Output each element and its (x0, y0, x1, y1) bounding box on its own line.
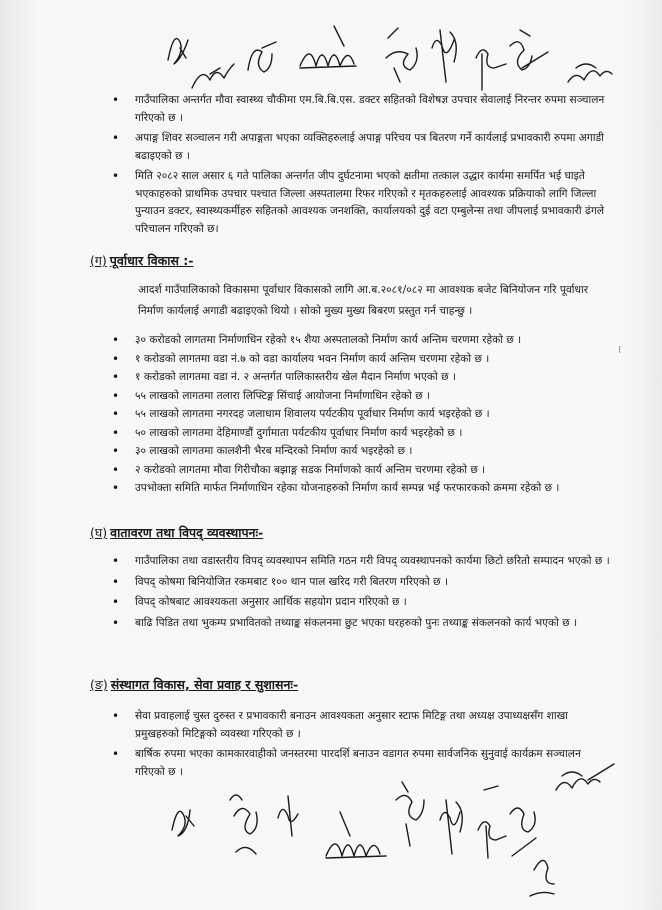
section-heading-disaster (90, 524, 263, 542)
health-bullets (110, 92, 610, 241)
section-heading-infrastructure (90, 252, 194, 270)
list-item: • १ करोडको लागतमा वडा नं.७ को वडा कार्यालय भवन निर्माण कार्य अन्तिम चरणमा रहेको छ । (110, 351, 610, 369)
signatures-top (150, 8, 630, 98)
list-item: • सेवा प्रवाहलाई चुस्त दुरुस्त र प्रभावकारी बनाउन आवश्यकता अनुसार स्टाफ मिटिङ्ग तथा अध्यक्ष उपाध्यक्षसँग शाखा प्रमुखहरुको मिटिङ्गको व्यवस्था गरिएको छ । (110, 708, 610, 743)
list-item: • बार्षिक रुपमा भएका कामकारवाहीको जनस्तरमा पारदर्शि बनाउन वडागत रुपमा सार्वजनिक सुनुवाई कार्यक्रम सञ्चालन गरिएको छ । (110, 746, 610, 781)
list-item: • विपद् कोषमा बिनियोजित रकमबाट १०० थान पाल खरिद गरी बितरण गरिएको छ । (110, 574, 610, 592)
section-letter: (ङ) (90, 677, 108, 692)
section-letter: (घ) (90, 525, 108, 540)
section-title: वातावरण तथा विपद् व्यवस्थापनः- (110, 525, 264, 540)
infrastructure-bullets (110, 332, 610, 499)
list-item: • ५५ लाखको लागतमा नगरदह जलाधाम शिवालय पर्यटकीय पूर्वाधार निर्माण कार्य भइरहेको छ । (110, 406, 610, 424)
list-item: • अपाङ्ग शिवर सञ्चालन गरी अपाङ्गता भएका व्यक्तिहरुलाई अपाङ्ग परिचय पत्र बितरण गर्ने कार्यलाई प्रभावकारी रुपमा अगाडी बढाइएको छ । (110, 130, 610, 165)
infrastructure-intro: आदर्श गाउँपालिकाको विकासमा पूर्वाधार विकासको लागि आ.ब.२०८१/०८२ मा आवश्यक बजेट बिनियोजन गरि पूर्वाधार निर्माण कार्यलाई अगाडी बढाइएको थियो । सोको मुख्य मुख्य बिबरण प्रस्तुत गर्न चाहन्छु । (138, 284, 589, 317)
section-letter: (ग) (90, 253, 107, 268)
margin-mark: ⁝ (618, 345, 622, 356)
list-item: • उपभोक्ता समिति मार्फत निर्माणाधिन रहेका योजनाहरुको निर्माण कार्य सम्पन्न भई फरफारकको क्रममा रहेको छ । (110, 480, 610, 498)
list-item: • विपद् कोषबाट आवश्यकता अनुसार आर्थिक सहयोग प्रदान गरिएको छ । (110, 594, 610, 612)
section-heading-governance (90, 676, 298, 694)
list-item: • गाउँपालिका तथा वडास्तरीय विपद् व्यवस्थापन समिति गठन गरी विपद् व्यवस्थापनको कार्यमा छिटो छरितो सम्पादन भएको छ । (110, 553, 610, 571)
list-item: • २ करोडको लागतमा मौवा गिरीचौका बझाङ्ग सडक निर्माणको कार्य अन्तिम चरणमा रहेको छ । (110, 462, 610, 480)
list-item: • मिति २०८२ साल असार ६ गते पालिका अन्तर्गत जीप दुर्घटनामा भएको क्षतीमा तत्काल उद्धार कार्यमा समर्पित भई घाइते भएकाहरुको प्राथमिक उपचार पश्चात जिल्ला अस्पतालमा रिफर गरिएको र मृतकहरुलाई आवश्यक प्रक्रियाको लागि जिल्ला पुन्याउन डक्टर, स्वास्थ्यकर्मीहरु सहितको आवश्यक जनशक्ति, कार्यालयको दुई वटा एम्बुलेन्स तथा जीपलाई प्रभावकारी ढंगले परिचालन गरिएको छ। (110, 168, 610, 238)
list-item: • ५० लाखको लागतमा देहिमाण्डौं दुर्गामाता पर्यटकीय पूर्वाधार निर्माण कार्य भइरहेको छ । (110, 425, 610, 443)
list-item: • १ करोडको लागतमा वडा नं. २ अन्तर्गत पालिकास्तरीय खेल मैदान निर्माण भएको छ । (110, 369, 610, 387)
list-item: • ३० करोडको लागतमा निर्माणाधिन रहेको १५ शैया अस्पतालको निर्माण कार्य अन्तिम चरणमा रहेको छ । (110, 332, 610, 350)
list-item: • ३० लाखको लागतमा कालशैनी भैरब मन्दिरको निर्माण कार्य भइरहेको छ । (110, 443, 610, 461)
signatures-bottom (150, 760, 630, 905)
list-item: • ५५ लाखको लागतमा तलारा लिफ्टिङ्ग सिंचाई आयोजना निर्माणाधिन रहेको छ । (110, 388, 610, 406)
list-item: • बाढि पिडित तथा भुकम्प प्रभावितको तथ्याङ्क संकलनमा छुट भएका घरहरुको पुनः तथ्याङ्क संकलनको कार्य भएको छ । (110, 615, 610, 633)
section-title: पूर्वाधार विकास :- (109, 253, 194, 268)
list-item: • गाउँपालिका अन्तर्गत मौवा स्वास्थ्य चौकीमा एम.बि.बि.एस. डक्टर सहितको विशेषज्ञ उपचार सेवालाई निरन्तर रुपमा सञ्चालन गरिएको छ । (110, 92, 610, 127)
section-title: संस्थागत विकास, सेवा प्रवाह र सुशासनः- (110, 677, 299, 692)
disaster-bullets (110, 553, 610, 635)
